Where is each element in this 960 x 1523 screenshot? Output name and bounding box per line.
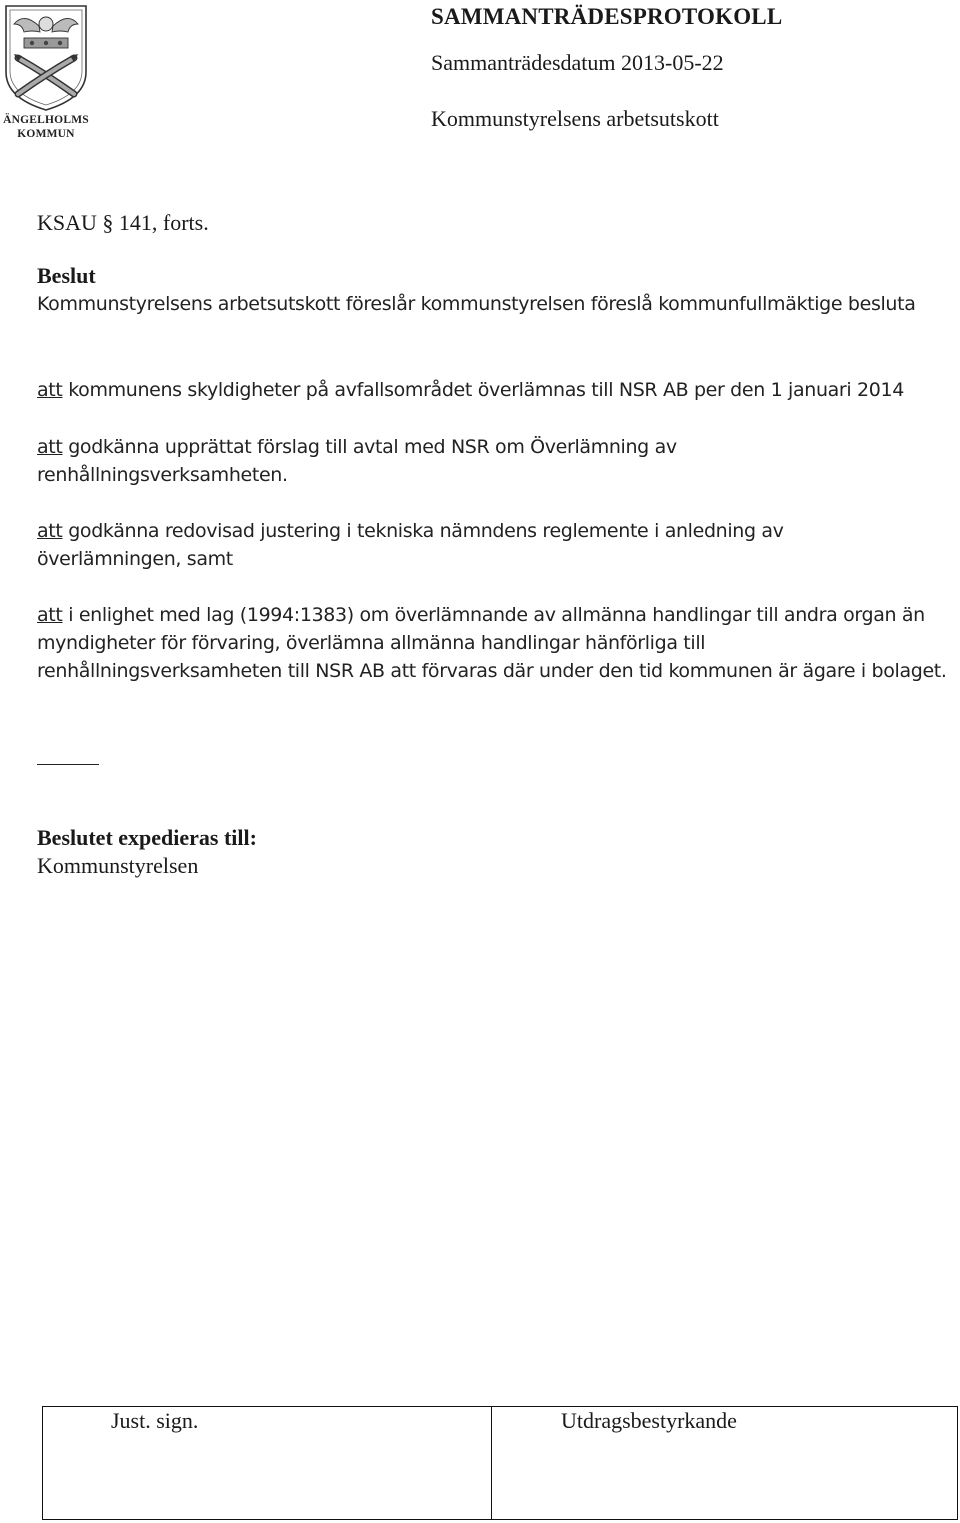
committee-name: Kommunstyrelsens arbetsutskott — [431, 106, 719, 131]
distribution-section — [37, 824, 947, 880]
meeting-date: Sammanträdesdatum 2013-05-22 — [431, 50, 724, 75]
decision-heading: Beslut — [37, 263, 96, 288]
divider — [37, 764, 99, 765]
decision-item — [37, 601, 952, 685]
logo-line-1: ÄNGELHOLMS — [3, 114, 89, 126]
extract-certification-cell — [492, 1407, 957, 1519]
decision-intro: Kommunstyrelsens arbetsutskott föreslår kommunstyrelsen föreslå kommunfullmäktige besluta — [37, 293, 916, 315]
justification-signature-cell — [43, 1407, 492, 1519]
document-title: SAMMANTRÄDESPROTOKOLL — [431, 4, 783, 29]
justification-signature-label: Just. sign. — [111, 1408, 199, 1433]
att-keyword: att — [37, 436, 63, 458]
decision-item — [37, 376, 947, 404]
distribution-heading: Beslutet expedieras till: — [37, 825, 257, 850]
case-prefix: KSAU — [37, 210, 97, 235]
decision-item-text: i enlighet med lag (1994:1383) om överlämnande av allmänna handlingar till andra organ än myndigheter för förvaring, överlämna allmänna handlingar hänförliga till renhållningsverksamheten till NSR AB att förvaras där under den tid kommunen är ägare i bolaget. — [37, 604, 947, 682]
decision-section — [37, 262, 947, 318]
logo-line-2: KOMMUN — [17, 128, 75, 140]
case-reference — [37, 210, 209, 236]
decision-item-text: godkänna upprättat förslag till avtal med NSR om Överlämning av renhållningsverksamheten. — [37, 436, 677, 486]
municipality-logo — [0, 2, 92, 144]
coat-of-arms-icon — [0, 2, 92, 114]
decision-item — [37, 517, 817, 573]
att-keyword: att — [37, 604, 63, 626]
decision-item-text: godkänna redovisad justering i tekniska nämndens reglemente i anledning av överlämningen, samt — [37, 520, 784, 570]
extract-certification-label: Utdragsbestyrkande — [561, 1408, 737, 1433]
att-keyword: att — [37, 379, 63, 401]
distribution-recipient: Kommunstyrelsen — [37, 853, 199, 878]
decision-item-text: kommunens skyldigheter på avfallsområdet överlämnas till NSR AB per den 1 januari 2014 — [68, 379, 904, 401]
section-sign: § — [102, 210, 114, 235]
att-keyword: att — [37, 520, 63, 542]
case-number: 141, forts. — [118, 210, 209, 235]
signature-box — [42, 1406, 958, 1520]
decision-item — [37, 433, 737, 489]
